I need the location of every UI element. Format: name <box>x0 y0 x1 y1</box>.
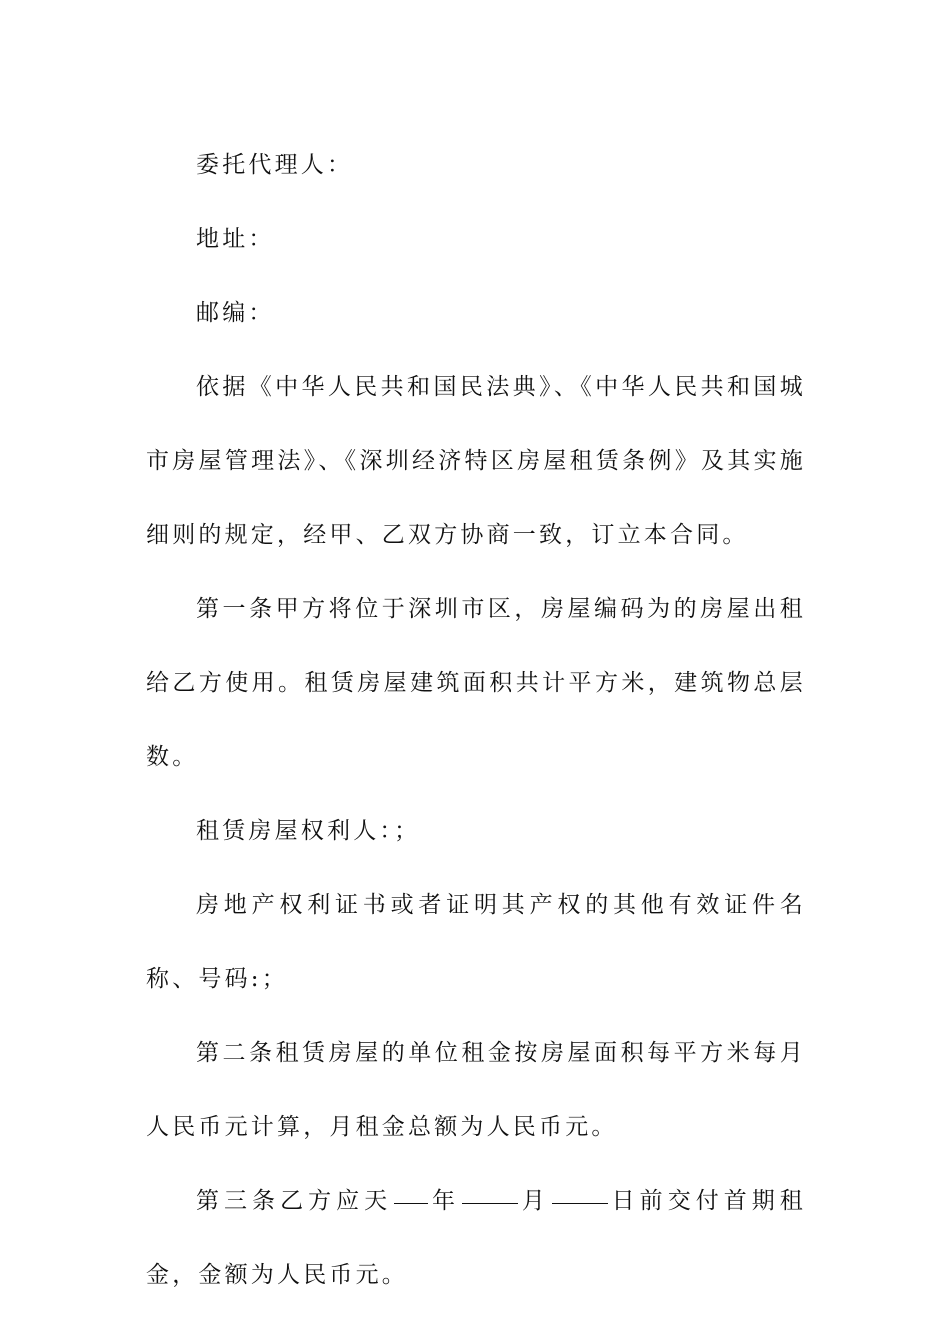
article-3-prefix: 第三条乙方应天 <box>196 1188 393 1214</box>
article-1-paragraph: 第一条甲方将位于深圳市区，房屋编码为的房屋出租给乙方使用。租赁房屋建筑面积共计平方米，建筑物总层数。 <box>146 596 806 770</box>
agent-line: 委托代理人： <box>196 152 354 178</box>
article-3-suffix: 日前交付首期租金，金额为人民币元。 <box>146 1188 806 1288</box>
address-line: 地址： <box>196 226 275 252</box>
contract-body <box>146 128 806 1312</box>
certificate-paragraph: 房地产权利证书或者证明其产权的其他有效证件名称、号码:； <box>146 892 806 992</box>
article-3-paragraph <box>146 1164 806 1312</box>
legal-basis-paragraph: 依据《中华人民共和国民法典》、《中华人民共和国城市房屋管理法》、《深圳经济特区房屋租赁条例》及其实施细则的规定，经甲、乙双方协商一致，订立本合同。 <box>146 374 806 548</box>
right-holder-line: 租赁房屋权利人：； <box>196 818 421 844</box>
article-3-month-label: 月 <box>520 1188 550 1214</box>
year-blank <box>394 1202 428 1204</box>
article-2-paragraph: 第二条租赁房屋的单位租金按房屋面积每平方米每月人民币元计算，月租金总额为人民币元。 <box>146 1040 806 1140</box>
postcode-line: 邮编： <box>196 300 275 326</box>
day-blank <box>552 1202 608 1204</box>
article-3-year-label: 年 <box>430 1188 460 1214</box>
month-blank <box>462 1202 518 1204</box>
